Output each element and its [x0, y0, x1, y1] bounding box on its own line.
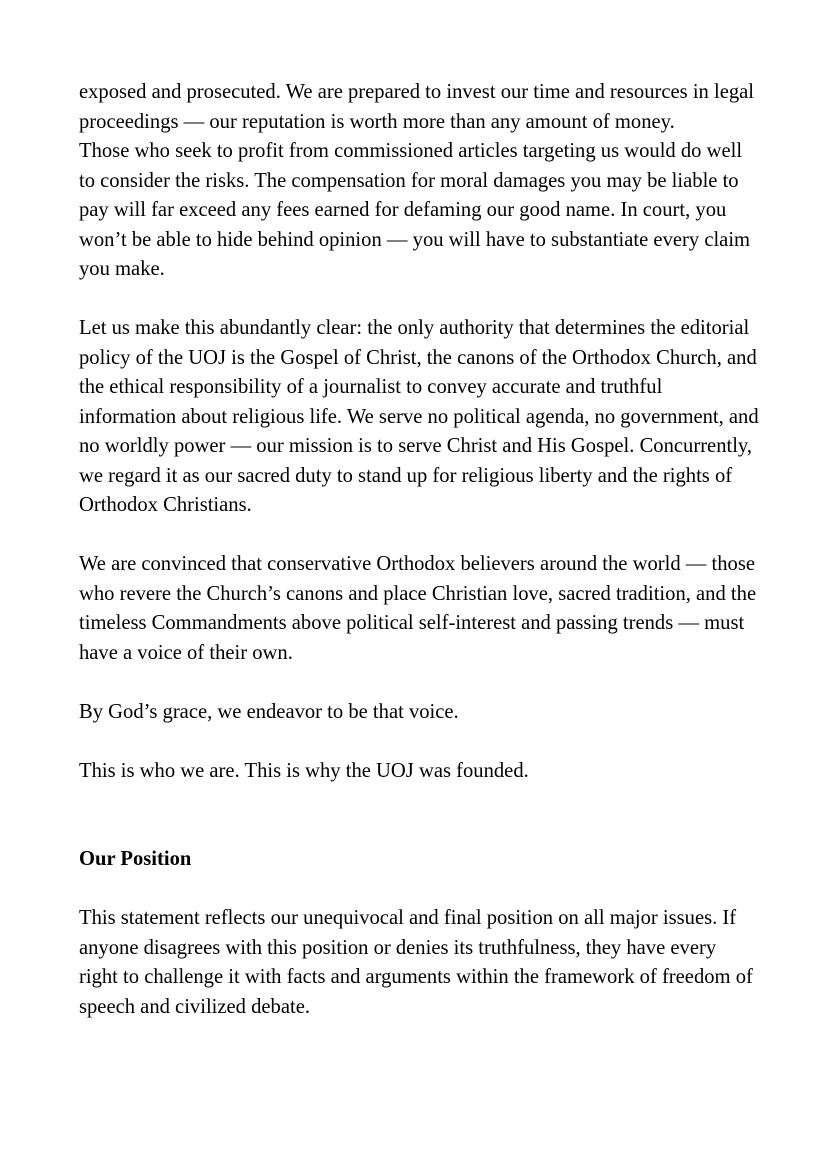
paragraph-gods-grace: By God’s grace, we endeavor to be that voice.	[79, 700, 459, 723]
paragraph-spacer	[79, 521, 759, 551]
paragraph-commissioned-articles: Those who seek to profit from commissioned articles targeting us would do well to consider the risks. The compensation for moral damages you may be liable to pay will far exceed any fees earned for defaming our good name. In court, you won’t be able to hide behind opinion — you will have to substantiate every claim you make.	[79, 140, 751, 280]
section-spacer	[79, 786, 759, 845]
paragraph-editorial-authority: Let us make this abundantly clear: the only authority that determines the editorial policy of the UOJ is the Gospel of Christ, the canons of the Orthodox Church, and the ethical responsibility of a journalist to convey accurate and truthful information about religious life. We serve no political agenda, no government, and no worldly power — our mission is to serve Christ and His Gospel. Concurrently, we regard it as our sacred duty to stand up for religious liberty and the rights of Orthodox Christians.	[79, 317, 759, 516]
paragraph-spacer	[79, 285, 759, 315]
paragraph-our-position: This statement reflects our unequivocal and final position on all major issues. If anyone disagrees with this position or denies its truthfulness, they have every right to challenge it with facts and arguments within the framework of freedom of speech and civilized debate.	[79, 907, 753, 1018]
document-page	[79, 78, 759, 1022]
paragraph-spacer	[79, 668, 759, 698]
paragraph-spacer	[79, 875, 759, 905]
paragraph-who-we-are: This is who we are. This is why the UOJ was founded.	[79, 759, 529, 782]
paragraph-conservative-believers: We are convinced that conservative Orthodox believers around the world — those who revere the Church’s canons and place Christian love, sacred tradition, and the timeless Commandments above political self-interest and passing trends — must have a voice of their own.	[79, 553, 757, 664]
paragraph-legal-proceedings: exposed and prosecuted. We are prepared to invest our time and resources in legal proceedings — our reputation is worth more than any amount of money.	[79, 81, 755, 133]
paragraph-spacer	[79, 727, 759, 757]
section-heading-our-position: Our Position	[79, 848, 192, 870]
